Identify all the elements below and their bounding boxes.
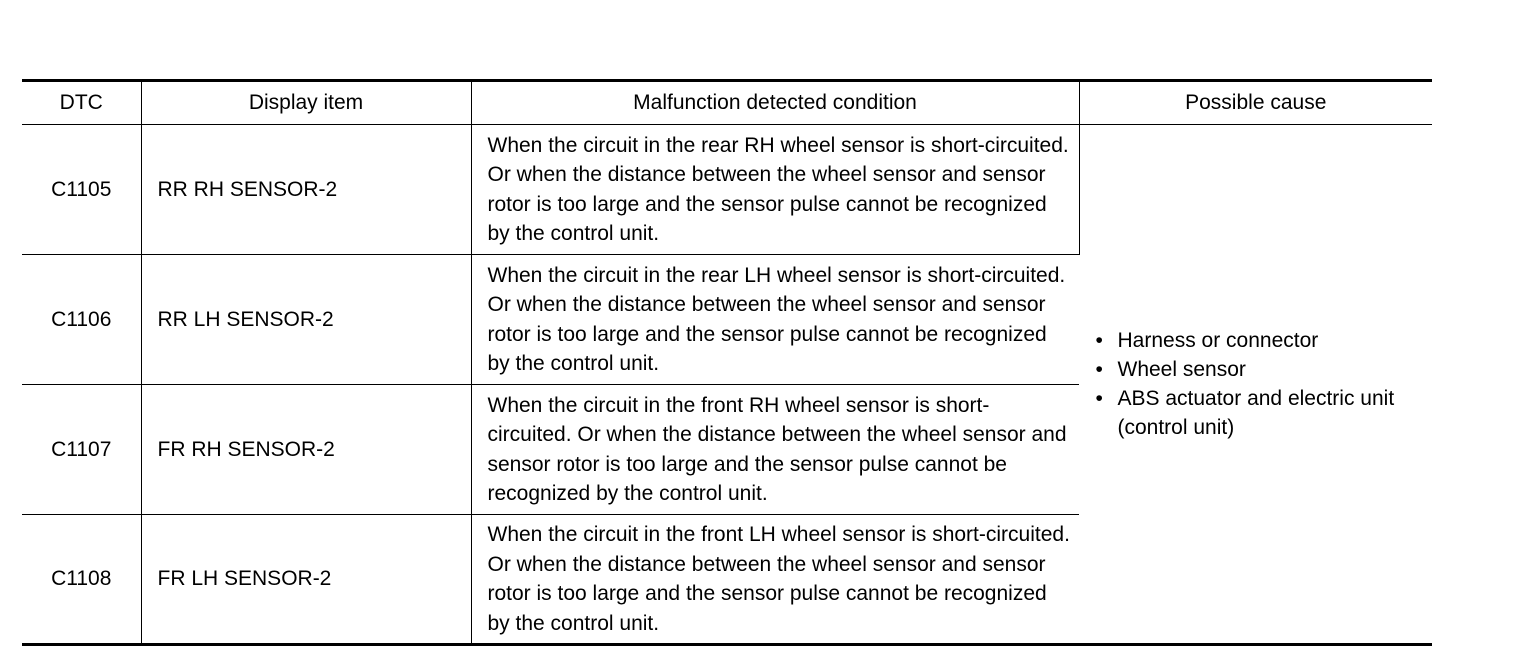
list-item (1094, 355, 1433, 384)
malfunction-condition: When the circuit in the front LH wheel sensor is short-circuited. Or when the distance between the wheel sensor and sensor rotor is too large and the sensor pulse cannot be recognized by the control unit. (471, 515, 1079, 645)
list-item (1094, 326, 1433, 355)
display-item: RR LH SENSOR-2 (141, 255, 471, 385)
header-dtc: DTC (22, 81, 141, 125)
dtc-code: C1107 (22, 385, 141, 515)
bullet-icon: • (1095, 329, 1103, 352)
possible-cause-list (1094, 326, 1433, 442)
display-item: FR LH SENSOR-2 (141, 515, 471, 645)
table-row (22, 125, 1432, 255)
cause-text: Harness or connector (1117, 329, 1319, 352)
display-item: RR RH SENSOR-2 (141, 125, 471, 255)
dtc-code: C1105 (22, 125, 141, 255)
header-condition: Malfunction detected condition (471, 81, 1079, 125)
possible-cause-cell (1079, 125, 1432, 645)
cause-text: ABS actuator and electric unit (control unit) (1117, 387, 1395, 439)
header-possible-cause: Possible cause (1079, 81, 1432, 125)
list-item (1094, 384, 1433, 442)
display-item: FR RH SENSOR-2 (141, 385, 471, 515)
dtc-code: C1108 (22, 515, 141, 645)
bullet-icon: • (1095, 387, 1103, 410)
malfunction-condition: When the circuit in the rear LH wheel sensor is short-circuited. Or when the distance between the wheel sensor and sensor rotor is too large and the sensor pulse cannot be recognized by the control unit. (471, 255, 1079, 385)
dtc-table (22, 79, 1432, 646)
header-row (22, 81, 1432, 125)
bullet-icon: • (1095, 358, 1103, 381)
table-header (22, 81, 1432, 125)
table-body (22, 125, 1432, 645)
dtc-code: C1106 (22, 255, 141, 385)
cause-text: Wheel sensor (1117, 358, 1246, 381)
header-display-item: Display item (141, 81, 471, 125)
malfunction-condition: When the circuit in the rear RH wheel sensor is short-circuited. Or when the distance between the wheel sensor and sensor rotor is too large and the sensor pulse cannot be recognized by the control unit. (471, 125, 1079, 255)
malfunction-condition: When the circuit in the front RH wheel sensor is short-circuited. Or when the distance between the wheel sensor and sensor rotor is too large and the sensor pulse cannot be recognized by the control unit. (471, 385, 1079, 515)
